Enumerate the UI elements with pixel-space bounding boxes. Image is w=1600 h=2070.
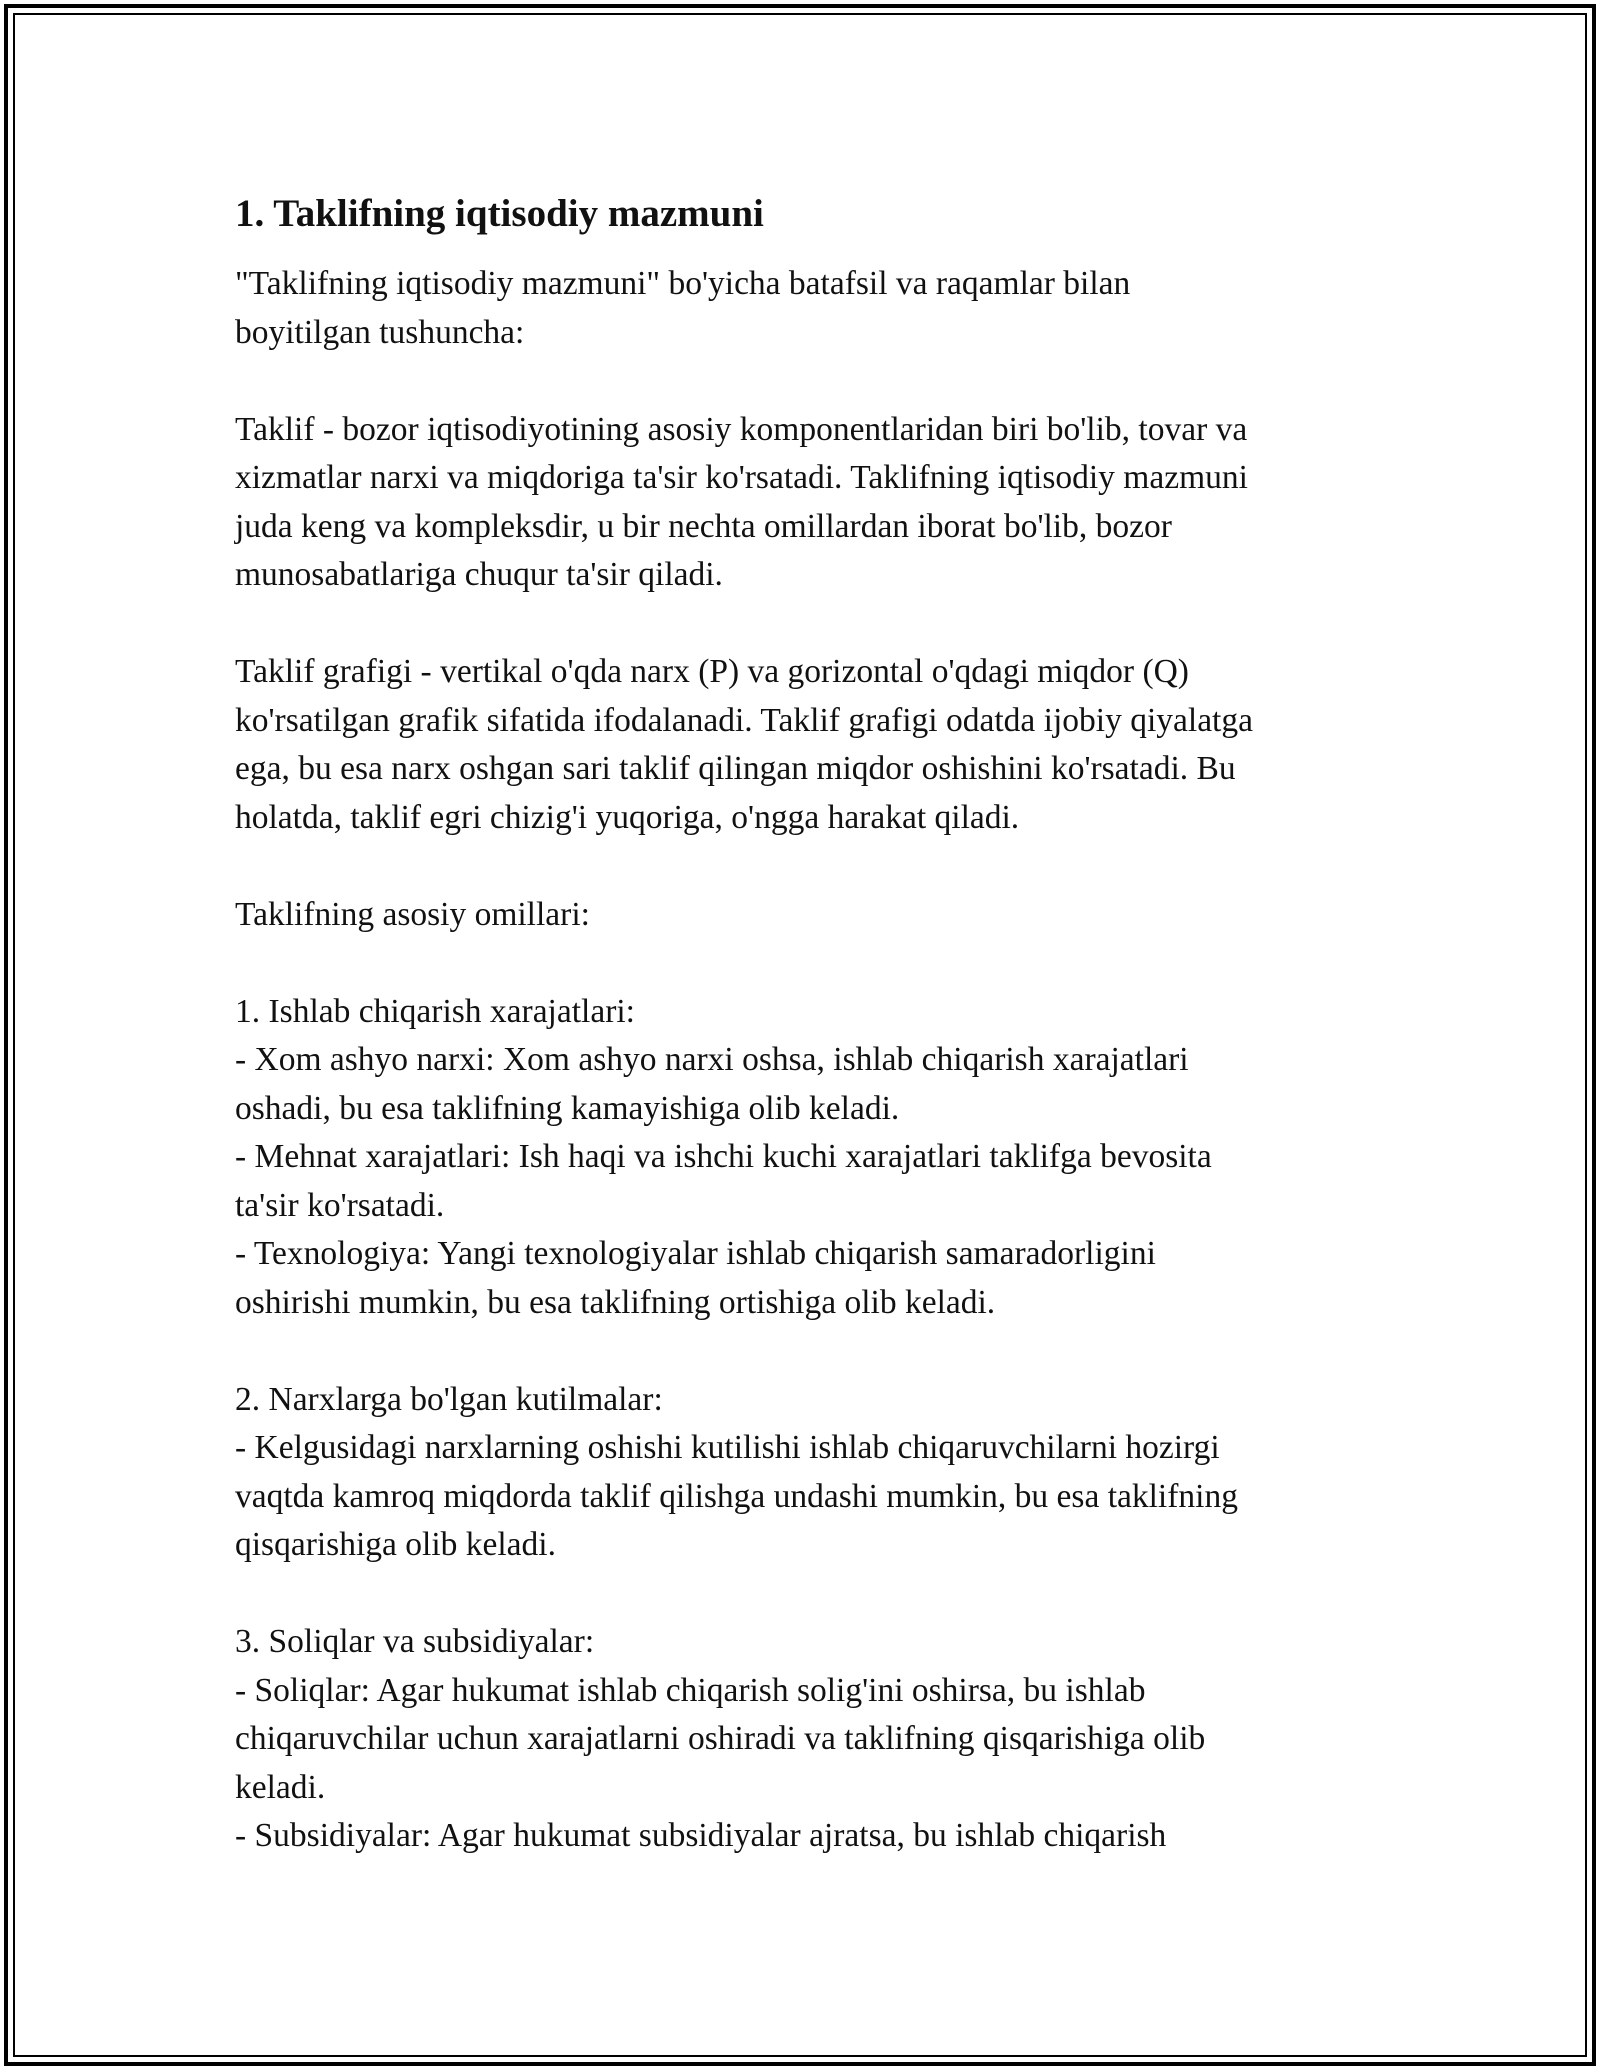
paragraph-gap	[235, 1327, 1375, 1376]
document-title: 1. Taklifning iqtisodiy mazmuni	[235, 192, 764, 235]
paragraph-gap	[235, 357, 1375, 406]
paragraph-gap	[235, 600, 1375, 649]
factors-heading: Taklifning asosiy omillari:	[235, 895, 590, 933]
intro-paragraph: "Taklifning iqtisodiy mazmuni" bo'yicha batafsil va raqamlar bilan boyitilgan tushuncha:	[235, 265, 1131, 351]
definition-paragraph: Taklif - bozor iqtisodiyotining asosiy komponentlaridan biri bo'lib, tovar va xizmatlar narxi va miqdoriga ta'sir ko'rsatadi. Taklifning iqtisodiy mazmuni juda keng va kompleksdir, u bir nechta omillardan iborat bo'lib, bozor munosabatlariga chuqur ta'sir qiladi.	[235, 410, 1248, 593]
supply-graph-paragraph: Taklif grafigi - vertikal o'qda narx (P) va gorizontal o'qdagi miqdor (Q) ko'rsatilgan grafik sifatida ifodalanadi. Taklif grafigi odatda ijobiy qiyalatga ega, bu esa narx oshgan sari taklif qilingan miqdor oshishini ko'rsatadi. Bu holatda, taklif egri chizig'i yuqoriga, o'ngga harakat qiladi.	[235, 653, 1253, 836]
paragraph-gap	[235, 939, 1375, 988]
paragraph-gap	[235, 1570, 1375, 1619]
factor-price-expectations: 2. Narxlarga bo'lgan kutilmalar: - Kelgusidagi narxlarning oshishi kutilishi ishlab chiqaruvchilarni hozirgi vaqtda kamroq miqdorda taklif qilishga undashi mumkin, bu esa taklifning qisqarishiga olib keladi.	[235, 1380, 1238, 1563]
factor-taxes-subsidies: 3. Soliqlar va subsidiyalar: - Soliqlar: Agar hukumat ishlab chiqarish solig'ini oshirsa, bu ishlab chiqaruvchilar uchun xarajatlarni oshiradi va taklifning qisqarishiga olib keladi. - Subsidiyalar: Agar hukumat subsidiyalar ajratsa, bu ishlab chiqarish	[235, 1623, 1206, 1854]
factor-production-costs: 1. Ishlab chiqarish xarajatlari: - Xom ashyo narxi: Xom ashyo narxi oshsa, ishlab chiqarish xarajatlari oshadi, bu esa taklifning kamayishiga olib keladi. - Mehnat xarajatlari: Ish haqi va ishchi kuchi xarajatlari taklifga bevosita ta'sir ko'rsatadi. - Texnologiya: Yangi texnologiyalar ishlab chiqarish samaradorligini oshirishi mumkin, bu esa taklifning ortishiga olib keladi.	[235, 992, 1212, 1321]
document-body	[235, 186, 1375, 1861]
paragraph-gap	[235, 842, 1375, 891]
